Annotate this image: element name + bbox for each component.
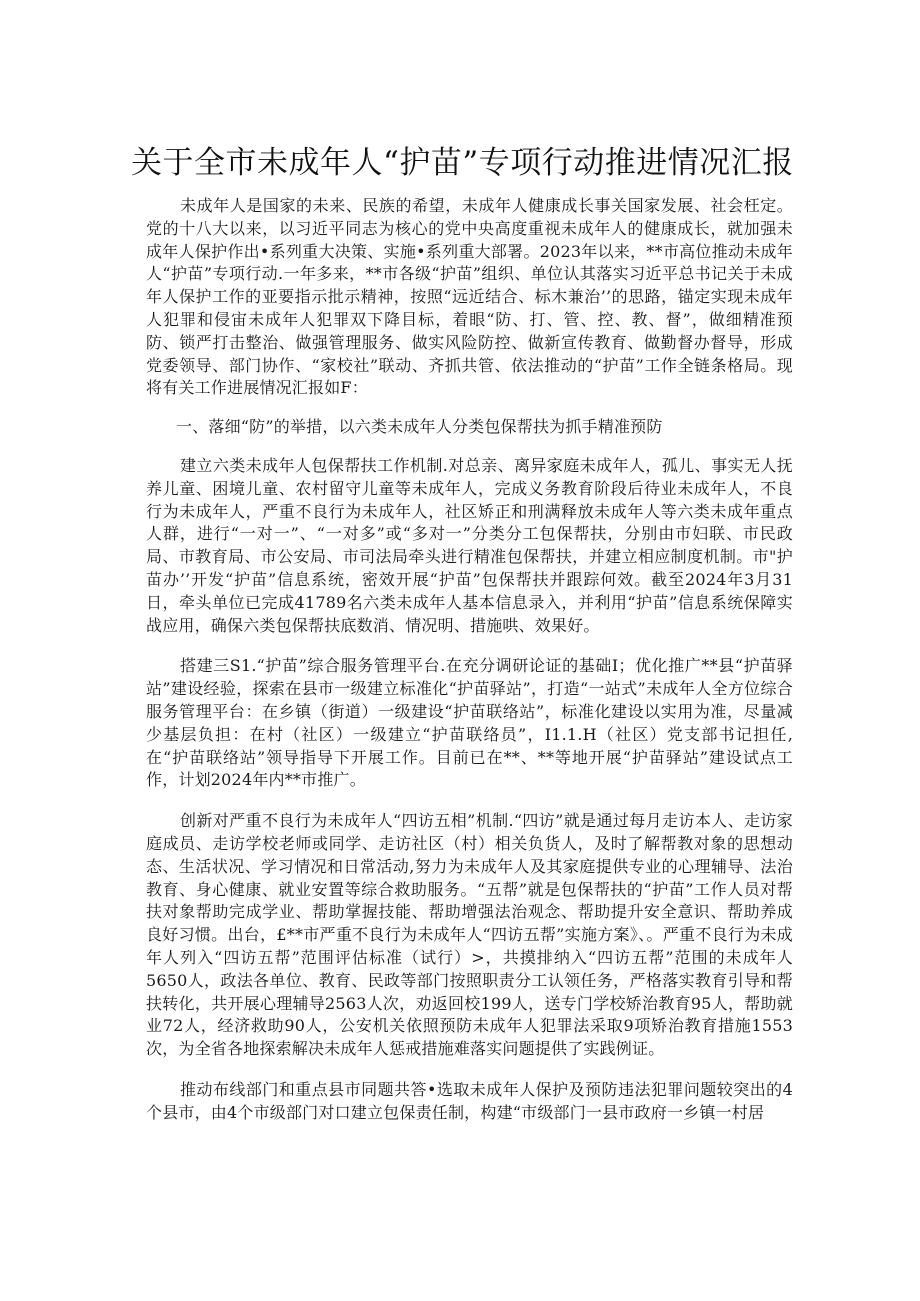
paragraph-four-visits: 创新对严重不良行为未成年人“四访五相”机制.“四访”就是通过每月走访本人、走访家庭成员、走访学校老师或同学、走访社区（村）相关负货人，及时了解帮教对象的思想动态、生活状况、学习情况和日常活动,努力为未成年人及其家庭提供专业的心理辅导、法治教育、身心健康、就业安置等综合救助服务。“五帮”就是包保帮扶的“护苗”工作人员对帮扶对象帮助完成学业、帮助掌握技能、帮助增强法治观念、帮助提升安全意识、帮助养成良好习惯。出台，£**市严重不良行为未成年人“四访五帮”实施方案》、。严重不良行为未成年人列入“四访五帮”范围评估标准（试行）>，共摸排纳入“四访五帮”范围的未成年人5650人，政法各单位、教育、民政等部门按照职责分工认领任务，严格落实教育引导和帮扶转化，共开展心理辅导2563人次，劝返回校199人，送专门学校矫治教育95人，帮助就业72人，经济救助90人，公安机关依照预防未成年人犯罪法采取9项矫治教育措施1553次，为全省各地探索解决未成年人惩戒措施难落实问题提供了实践例证。 xyxy=(146,811,793,1059)
document-body xyxy=(146,195,793,1124)
intro-paragraph: 未成年人是国家的未来、民族的希望，未成年人健康成长事关国家发展、社会枉定。党的十八大以来，以习近平同志为核心的党中央高度重视未成年人的健康成长，就加强未成年人保护作出•系列重大决策、实施•系列重大部署。2023年以来，**市高位推动未成年人“护苗”专项行动.一年多来，**市各级“护苗”组织、单位认其落实习近平总书记关于未成年人保护工作的亚要指示批示精神，按照“远近结合、标木兼治’’的思路，锚定实现未成年人犯罪和侵宙未成年人犯罪双下降目标，着眼“防、打、管、控、教、督”，做细精准预防、锁严打击整治、做强管理服务、做实风险防控、做新宣传教育、做勤督办督导，形成党委领导、部门协作、“家校社”联动、齐抓共管、依法推动的“护苗”工作全链条格局。现将有关工作进展情况汇报如F： xyxy=(146,196,793,398)
paragraph-key-counties: 推动布线部门和重点县市同题共答•选取未成年人保护及预防违法犯罪问题较突出的4个县市，由4个市级部门对口建立包保责任制，构建“市级部门一县市政府一乡镇一村居 xyxy=(146,1079,793,1122)
section-heading-1: 一、落细“防”的举措，以六类未成年人分类包保帮扶为抓手精准预防 xyxy=(176,417,663,437)
paragraph-six-categories: 建立六类未成年人包保帮扶工作机制.对总亲、离异家庭未成年人，孤儿、事实无人抚养儿童、困境儿童、农村留守儿童等未成年人，完成义务教育阶段后待业未成年人，不良行为未成年人，严重不良行为未成年人，社区矫正和刑满释放未成年人等六类未成年重点人群，进行“一对一”、“一对多”或“多对一”分类分工包保帮扶，分别由市妇联、市民政局、市教育局、市公安局、市司法局牵头进行精准包保帮扶，并建立相应制度机制。市"护苗办’’开发“护苗”信息系统，密效开展“护苗”包保帮扶并跟踪何效。截至2024年3月31日，牵头单位已完成41789名六类未成年人基本信息录入，并利用“护苗”信息系统保障实战应用，确保六类包保帮扶底数消、情况明、措施哄、效果好。 xyxy=(146,455,793,635)
document-title: 关于全市未成年人“护苗”专项行动推进情况汇报 xyxy=(131,145,794,181)
paragraph-service-platform: 搭建三S1.“护苗”综合服务管理平台.在充分调研论证的基础I；优化推广**县“护苗驿站”建设经验，探索在县市一级建立标准化“护苗驿站”，打造“一站式”未成年人全方位综合服务管理平台：在乡镇（街道）一级建设“护苗联络站”，标准化建设以实用为准，尽量减少基层负担：在村（社区）一级建立“护苗联络员”，I1.1.H（社区）党支部书记担任,在“护苗联络站”领导指导下开展工作。目前已在**、**等地开展“护苗驿站”建设试点工作，计划2024年内**市推广。 xyxy=(146,656,793,790)
